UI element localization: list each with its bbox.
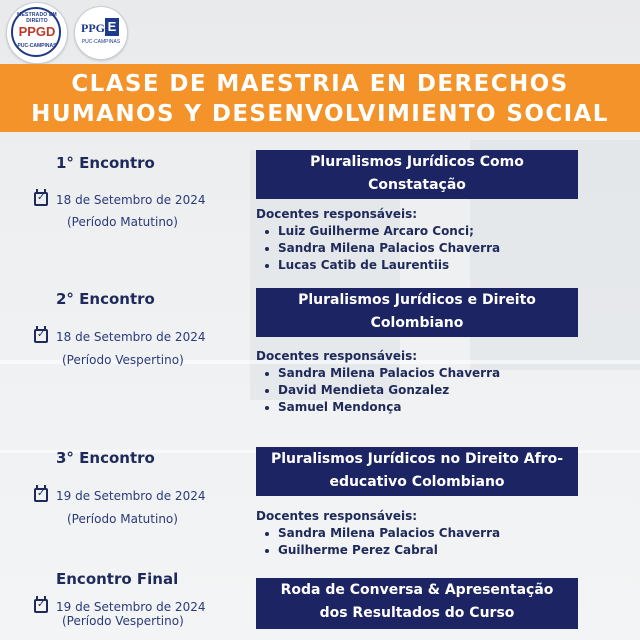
teacher: Samuel Mendonça [278, 399, 500, 416]
session-period: (Período Vespertino) [62, 614, 184, 628]
teacher: Sandra Milena Palacios Chaverra [278, 241, 501, 255]
teacher: Guilherme Perez Cabral [278, 542, 500, 559]
calendar-check-icon [34, 488, 48, 502]
session-topic-box: Pluralismos Jurídicos e Direito Colombiano [256, 288, 578, 337]
session-date: ✓19 de Setembro de 2024 [34, 488, 205, 503]
session-topic-box: Roda de Conversa & Apresentação dos Resultados do Curso [256, 578, 578, 629]
calendar-check-icon [34, 192, 48, 206]
session-title: 3° Encontro [56, 449, 155, 467]
session-date: ✓19 de Setembro de 2024 [34, 599, 205, 614]
ppgd-logo: MESTRADO EM DIREITO PPGD PUC-CAMPINAS [6, 2, 68, 64]
session-date: ✓18 de Setembro de 2024 [34, 192, 205, 207]
teachers-list: Docentes responsáveis: Sandra Milena Palacios Chaverra Guilherme Perez Cabral [256, 509, 501, 557]
session-title: 2° Encontro [56, 290, 155, 308]
title-banner [0, 64, 640, 132]
session-period: (Período Matutino) [67, 512, 178, 526]
teacher: Lucas Catib de Laurentiis [278, 257, 500, 274]
teacher: Luiz Guilherme Arcaro Conci; [278, 223, 500, 240]
teacher: David Mendieta Gonzalez [278, 382, 500, 399]
session-period: (Período Matutino) [67, 215, 178, 229]
calendar-check-icon [34, 329, 48, 343]
teachers-list: Docentes responsáveis: Sandra Milena Palacios Chaverra David Mendieta Gonzalez Samuel Mendonça [256, 349, 501, 414]
teacher: Sandra Milena Palacios Chaverra [278, 366, 501, 380]
session-title: 1° Encontro [56, 154, 155, 172]
banner-line-2: HUMANOS Y DESENVOLVIMIENTO SOCIAL [31, 101, 609, 127]
session-topic-box: Pluralismos Jurídicos no Direito Afro- educativo Colombiano [256, 447, 578, 496]
session-date: ✓18 de Setembro de 2024 [34, 329, 205, 344]
session-period: (Período Vespertino) [62, 353, 184, 367]
ppge-logo: PPG E PUC-CAMPINAS [74, 6, 128, 60]
calendar-check-icon [34, 599, 48, 613]
teacher: Sandra Milena Palacios Chaverra [278, 526, 501, 540]
banner-line-1: CLASE DE MAESTRIA EN DERECHOS [71, 71, 569, 97]
session-topic-box: Pluralismos Jurídicos Como Constatação [256, 150, 578, 199]
teachers-list: Docentes responsáveis: Luiz Guilherme Arcaro Conci; Sandra Milena Palacios Chaverra Lucas Catib de Laurentiis [256, 207, 501, 272]
session-title: Encontro Final [56, 570, 179, 588]
header-logos [0, 0, 640, 62]
